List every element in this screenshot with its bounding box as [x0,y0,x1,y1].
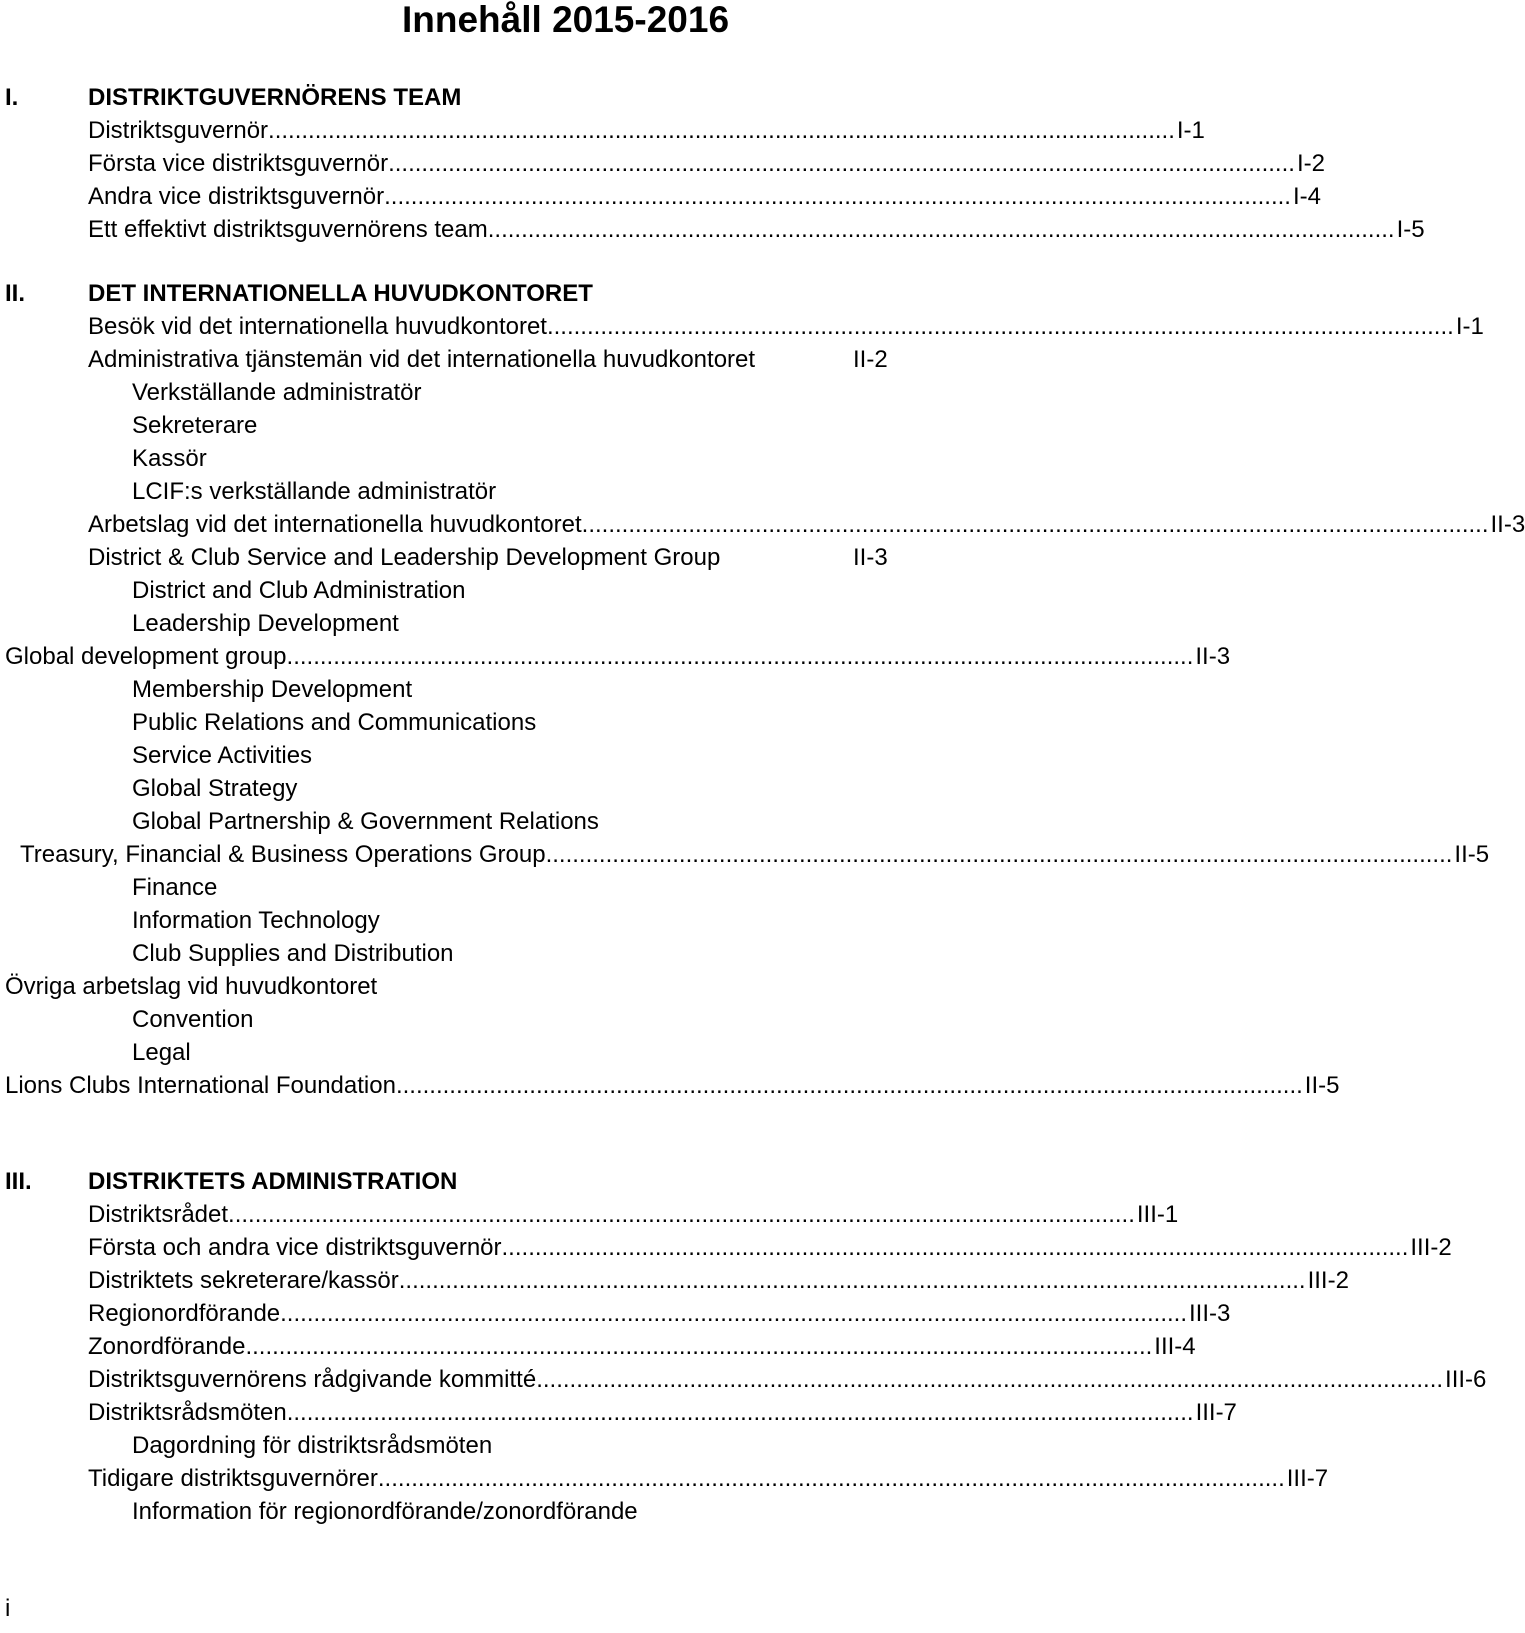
toc-entry-page: II-5 [1454,841,1490,868]
toc-entry-label: Convention [132,1006,254,1033]
leader-dots: ........................................................................................................................................ [501,1234,1409,1261]
toc-entry-page: I-4 [1292,183,1321,210]
toc-entry[interactable] [0,115,1205,147]
toc-entry[interactable] [0,181,1321,213]
toc-entry-page: III-2 [1410,1234,1452,1261]
leader-dots: ........................................................................................................................................ [228,1201,1135,1228]
leader-dots: ........................................................................................................................................ [286,643,1194,670]
toc-entry-label: Public Relations and Communications [132,709,537,736]
toc-entry[interactable] [0,971,960,1003]
toc-entry-label: Information Technology [132,907,380,934]
toc-entry-label: Andra vice distriktsguvernör [88,183,385,210]
toc-entry[interactable] [0,542,960,574]
toc-entry-page: III-7 [1286,1465,1329,1492]
leader-dots: ........................................................................................................................................ [536,1366,1444,1393]
leader-dots: ........................................................................................................................................ [384,183,1291,210]
toc-entry-label: Service Activities [132,742,313,769]
leader-dots: ........................................................................................................................................ [545,841,1453,868]
toc-entry-label: Distriktets sekreterare/kassör [88,1267,399,1294]
toc-entry-label: Regionordförande [88,1300,281,1327]
toc-entry-label: Besök vid det internationella huvudkontoret [88,313,547,340]
toc-entry[interactable] [0,1364,1487,1396]
toc-subentry[interactable] [0,674,960,706]
section-heading: DISTRIKTGUVERNÖRENS TEAM [88,84,462,111]
toc-entry-label: Verkställande administratör [132,379,422,406]
toc-subentry[interactable] [0,410,960,442]
toc-subentry[interactable] [0,575,960,607]
leader-dots: ........................................................................................................................................ [377,1465,1285,1492]
section-heading: DISTRIKTETS ADMINISTRATION [88,1168,458,1195]
toc-entry-label: Zonordförande [88,1333,246,1360]
section-heading-row [0,82,960,114]
toc-subentry[interactable] [0,905,960,937]
toc-entry-page: I-5 [1396,216,1425,243]
toc-entry-label: Finance [132,874,218,901]
toc-entry[interactable] [0,344,960,376]
toc-entry-label: Tidigare distriktsguvernörer [88,1465,378,1492]
toc-subentry[interactable] [0,1430,960,1462]
toc-entry[interactable] [0,1463,1329,1495]
toc-entry-label: Legal [132,1039,191,1066]
toc-subentry[interactable] [0,377,960,409]
toc-subentry[interactable] [0,1004,960,1036]
toc-subentry[interactable] [0,476,960,508]
toc-entry-page: II-3 [853,544,888,571]
toc-entry[interactable] [0,311,1484,343]
toc-subentry[interactable] [0,707,960,739]
toc-entry-page: III-3 [1188,1300,1231,1327]
toc-subentry[interactable] [0,1037,960,1069]
section-heading-row [0,1166,960,1198]
toc-entry[interactable] [0,1070,1340,1102]
toc-entry-label: Första vice distriktsguvernör [88,150,389,177]
toc-entry-label: Global Partnership & Government Relations [132,808,599,835]
toc-entry-page: III-1 [1136,1201,1179,1228]
leader-dots: ........................................................................................................................................ [487,216,1395,243]
toc-entry-label: Dagordning för distriktsrådsmöten [132,1432,493,1459]
toc-entry-page: III-4 [1154,1333,1196,1360]
toc-entry-label: Lions Clubs International Foundation [5,1072,396,1099]
toc-entry-label: LCIF:s verkställande administratör [132,478,497,505]
toc-entry-page: II-3 [1490,511,1525,538]
toc-entry[interactable] [0,1265,1349,1297]
toc-entry-page: I-1 [1176,117,1205,144]
toc-entry-label: Kassör [132,445,207,472]
toc-entry-page: III-7 [1195,1399,1237,1426]
toc-entry[interactable] [0,148,1325,180]
toc-entry-label: Distriktsrådet [88,1201,229,1228]
toc-subentry[interactable] [0,740,960,772]
toc-entry-label: Leadership Development [132,610,399,637]
toc-entry-page: I-2 [1296,150,1325,177]
toc-entry-label: Övriga arbetslag vid huvudkontoret [5,973,378,1000]
leader-dots: ........................................................................................................................................ [581,511,1489,538]
leader-dots: ........................................................................................................................................ [398,1267,1306,1294]
section-number: I. [5,84,19,111]
toc-entry-page: I-1 [1455,313,1484,340]
toc-subentry[interactable] [0,773,960,805]
leader-dots: ........................................................................................................................................ [245,1333,1153,1360]
toc-entry-label: Information för regionordförande/zonordförande [132,1498,638,1525]
toc-entry[interactable] [0,1199,1179,1231]
toc-entry[interactable] [0,214,1425,246]
toc-subentry[interactable] [0,443,960,475]
toc-entry-label: District and Club Administration [132,577,466,604]
toc-subentry[interactable] [0,872,960,904]
toc-entry-label: Första och andra vice distriktsguvernör [88,1234,502,1261]
toc-entry-label: District & Club Service and Leadership Development Group [88,544,721,571]
toc-entry-label: Membership Development [132,676,413,703]
toc-entry-page: II-5 [1304,1072,1340,1099]
toc-entry-page: II-3 [1195,643,1231,670]
toc-entry-page: III-6 [1445,1366,1487,1393]
toc-entry[interactable] [0,509,1525,541]
leader-dots: ........................................................................................................................................ [286,1399,1194,1426]
toc-entry-label: Distriktsguvernör [88,117,269,144]
toc-subentry[interactable] [0,608,960,640]
toc-entry-label: Distriktsrådsmöten [88,1399,287,1426]
toc-subentry[interactable] [0,806,960,838]
toc-entry[interactable] [0,1397,1237,1429]
section-number: II. [5,280,26,307]
toc-entry-label: Sekreterare [132,412,258,439]
toc-entry[interactable] [0,839,1490,871]
toc-entry-label: Global development group [5,643,287,670]
toc-subentry[interactable] [0,1496,960,1528]
toc-entry-label: Distriktsguvernörens rådgivande kommitté [88,1366,537,1393]
toc-entry-page: II-2 [853,346,888,373]
toc-entry-label: Club Supplies and Distribution [132,940,454,967]
toc-entry-label: Administrativa tjänstemän vid det internationella huvudkontoret [88,346,756,373]
page-number-mark: i [5,1595,11,1622]
leader-dots: ........................................................................................................................................ [395,1072,1303,1099]
toc-entry-label: Global Strategy [132,775,298,802]
section-heading-row [0,278,960,310]
toc-entry[interactable] [0,1232,1452,1264]
leader-dots: ........................................................................................................................................ [268,117,1175,144]
toc-entry[interactable] [0,1331,1196,1363]
toc-entry-label: Ett effektivt distriktsguvernörens team [88,216,488,243]
leader-dots: ........................................................................................................................................ [546,313,1454,340]
leader-dots: ........................................................................................................................................ [280,1300,1187,1327]
section-heading: DET INTERNATIONELLA HUVUDKONTORET [88,280,593,307]
toc-entry-label: Arbetslag vid det internationella huvudkontoret [88,511,582,538]
toc-entry-label: Treasury, Financial & Business Operations Group [20,841,546,868]
page-title: Innehåll 2015-2016 [402,0,730,40]
leader-dots: ........................................................................................................................................ [388,150,1295,177]
toc-subentry[interactable] [0,938,960,970]
toc-entry[interactable] [0,641,1231,673]
section-number: III. [5,1168,32,1195]
toc-entry-page: III-2 [1307,1267,1349,1294]
toc-entry[interactable] [0,1298,1231,1330]
